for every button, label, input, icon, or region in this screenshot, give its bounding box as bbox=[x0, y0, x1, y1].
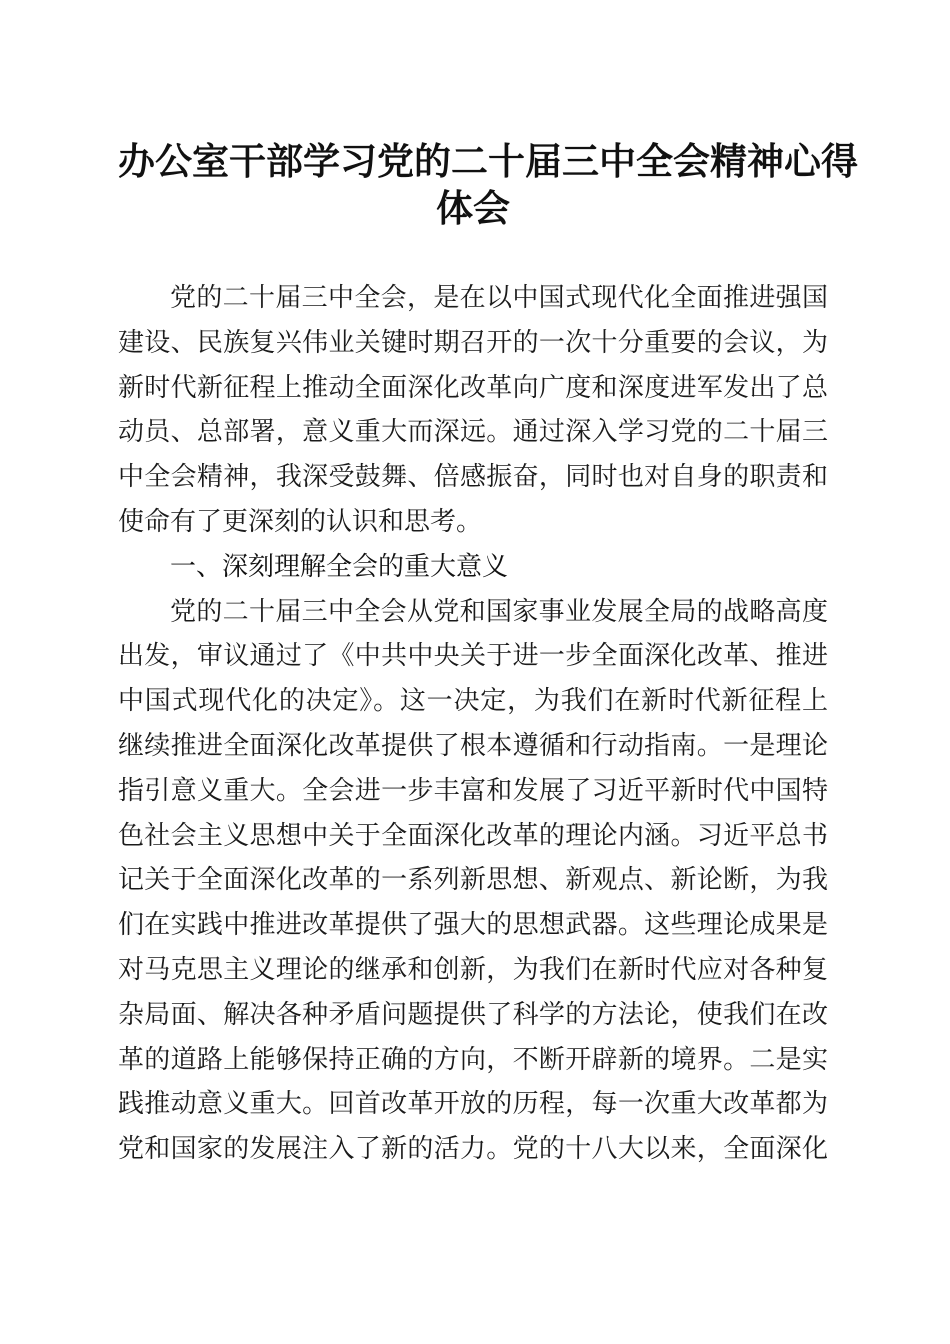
document-body bbox=[118, 276, 828, 1172]
document-title bbox=[118, 138, 858, 232]
paragraph-line: 党的二十届三中全会从党和国家事业发展全局的战略高度 bbox=[170, 596, 828, 627]
section-heading-1: 一、深刻理解全会的重大意义 bbox=[170, 551, 509, 582]
paragraph-intro bbox=[118, 276, 828, 545]
paragraph-line: 继续推进全面深化改革提供了根本遵循和行动指南。一是理论 bbox=[118, 730, 828, 761]
paragraph-line: 新时代新征程上推动全面深化改革向广度和深度进军发出了总 bbox=[118, 372, 828, 403]
paragraph-line: 建设、民族复兴伟业关键时期召开的一次十分重要的会议，为 bbox=[118, 327, 828, 358]
paragraph-line: 践推动意义重大。回首改革开放的历程，每一次重大改革都为 bbox=[118, 1089, 828, 1120]
paragraph-line: 党的二十届三中全会，是在以中国式现代化全面推进强国 bbox=[170, 283, 828, 313]
paragraph-line: 中国式现代化的决定》。这一决定，为我们在新时代新征程上 bbox=[118, 686, 828, 717]
paragraph-line: 色社会主义思想中关于全面深化改革的理论内涵。习近平总书 bbox=[118, 820, 828, 851]
paragraph-line: 中全会精神，我深受鼓舞、倍感振奋，同时也对自身的职责和 bbox=[118, 462, 828, 493]
title-line-1: 办公室干部学习党的二十届三中全会精神心得 bbox=[118, 139, 858, 183]
paragraph-line: 出发，审议通过了《中共中央关于进一步全面深化改革、推进 bbox=[118, 641, 828, 672]
paragraph-line: 动员、总部署，意义重大而深远。通过深入学习党的二十届三 bbox=[118, 417, 828, 448]
paragraph-line: 使命有了更深刻的认识和思考。 bbox=[118, 506, 483, 537]
paragraph-line: 记关于全面深化改革的一系列新思想、新观点、新论断，为我 bbox=[118, 865, 828, 896]
paragraph-line: 们在实践中推进改革提供了强大的思想武器。这些理论成果是 bbox=[118, 910, 828, 941]
paragraph-line: 对马克思主义理论的继承和创新，为我们在新时代应对各种复 bbox=[118, 954, 828, 985]
paragraph-line: 党和国家的发展注入了新的活力。党的十八大以来，全面深化 bbox=[118, 1134, 828, 1165]
title-line-2: 体会 bbox=[436, 186, 510, 230]
paragraph-line: 杂局面、解决各种矛盾问题提供了科学的方法论，使我们在改 bbox=[118, 999, 828, 1030]
paragraph-line: 指引意义重大。全会进一步丰富和发展了习近平新时代中国特 bbox=[118, 775, 828, 806]
paragraph-line: 革的道路上能够保持正确的方向，不断开辟新的境界。二是实 bbox=[118, 1044, 828, 1075]
paragraph-significance bbox=[118, 590, 828, 1172]
